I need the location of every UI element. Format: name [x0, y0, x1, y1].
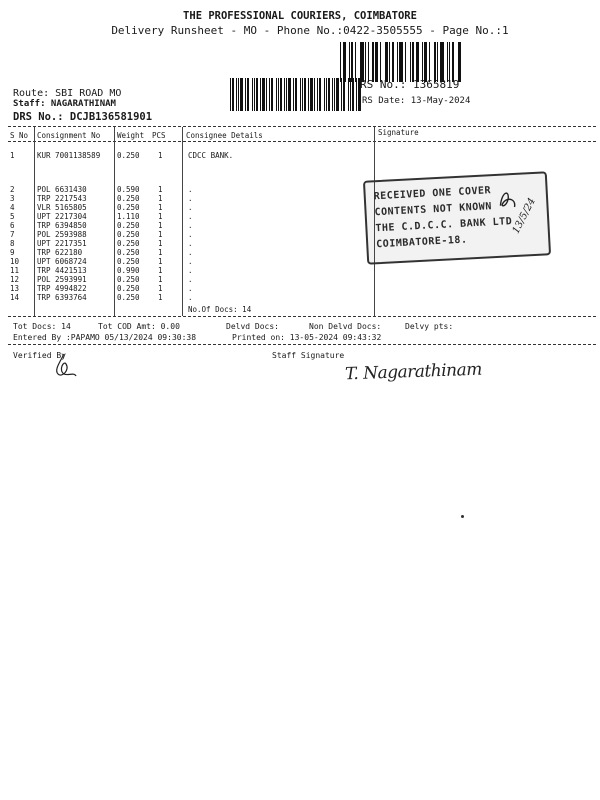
cell-consignment-no: POL 2593988: [37, 230, 87, 239]
cell-pcs: 1: [158, 194, 163, 203]
barcode-bar: [412, 42, 414, 82]
barcode-bar: [262, 78, 265, 111]
table-bottom-rule: [8, 316, 596, 317]
cell-consignee: .: [188, 266, 193, 275]
cell-pcs: 1: [158, 230, 163, 239]
col-header-consignee: Consignee Details: [186, 131, 263, 140]
cell-consignee: .: [188, 203, 193, 212]
barcode-bar: [416, 42, 419, 82]
cell-weight: 0.250: [117, 284, 140, 293]
cell-consignment-no: POL 2593991: [37, 275, 87, 284]
barcode-bar: [452, 42, 454, 82]
cell-consignment-no: TRP 6394850: [37, 221, 87, 230]
barcode-bar: [254, 78, 255, 111]
scan-speck: [461, 515, 464, 518]
staff-label: Staff: NAGARATHINAM: [13, 99, 116, 109]
tot-docs: Tot Docs: 14: [13, 322, 71, 331]
cell-weight: 0.250: [117, 239, 140, 248]
barcode-bar: [349, 42, 350, 82]
stamp-line: THE C.D.C.C. BANK LTD: [375, 216, 513, 235]
cell-sno: 13: [10, 284, 20, 293]
barcode-bar: [385, 42, 388, 82]
barcode-bar: [286, 78, 287, 111]
barcode-bar: [308, 78, 309, 111]
barcode-bar: [284, 78, 285, 111]
entered-by: Entered By :PAPAMO 05/13/2024 09:30:38: [13, 333, 197, 342]
non-delvd-docs: Non Delvd Docs:: [309, 322, 382, 331]
barcode-bar: [300, 78, 301, 111]
cell-pcs: 1: [158, 266, 163, 275]
barcode-bar: [288, 78, 291, 111]
col-header-weight: Weight: [117, 131, 145, 140]
document-title: THE PROFESSIONAL COURIERS, COIMBATORE: [183, 10, 417, 22]
barcode-bar: [389, 42, 390, 82]
barcode-bar: [434, 42, 436, 82]
barcode-bar: [375, 42, 378, 82]
cell-sno: 11: [10, 266, 20, 275]
barcode-bar: [276, 78, 277, 111]
col-divider: [114, 127, 115, 316]
cell-consignee: .: [188, 212, 193, 221]
route-label: Route: SBI ROAD MO: [13, 88, 122, 99]
cell-consignment-no: TRP 622180: [37, 248, 83, 257]
barcode-bar: [352, 78, 354, 111]
cell-sno: 5: [10, 212, 15, 221]
barcode-bar: [302, 78, 303, 111]
barcode-bar: [278, 78, 279, 111]
cell-weight: 0.250: [117, 194, 140, 203]
cell-consignee: .: [188, 230, 193, 239]
col-header-sno: S No: [10, 131, 29, 140]
cell-weight: 1.110: [117, 212, 140, 221]
cell-sno: 9: [10, 248, 15, 257]
footer-rule: [8, 344, 596, 345]
no-of-docs: No.Of Docs: 14: [188, 305, 252, 314]
cell-weight: 0.250: [117, 230, 140, 239]
barcode-bar: [247, 78, 249, 111]
cell-consignment-no: TRP 6393764: [37, 293, 87, 302]
staff-signature-label: Staff Signature: [272, 351, 345, 360]
barcode-bar: [399, 42, 403, 82]
rs-barcode: [340, 42, 445, 82]
stamp-handwritten-date: 13/5/24: [510, 196, 538, 236]
rs-number: RS No.: 1365819: [360, 78, 460, 91]
col-header-consignment: Consignment No: [37, 131, 101, 140]
barcode-bar: [328, 78, 330, 111]
barcode-bar: [269, 78, 270, 111]
cell-sno: 2: [10, 185, 15, 194]
barcode-bar: [380, 42, 381, 82]
barcode-bar: [343, 42, 346, 82]
cell-weight: 0.590: [117, 185, 140, 194]
cell-sno: 14: [10, 293, 20, 302]
barcode-bar: [240, 78, 243, 111]
barcode-bar: [332, 78, 333, 111]
cell-weight: 0.250: [117, 257, 140, 266]
barcode-bar: [372, 42, 374, 82]
cell-consignee: .: [188, 275, 193, 284]
cell-consignee: .: [188, 239, 193, 248]
barcode-bar: [310, 78, 313, 111]
barcode-bar: [422, 42, 423, 82]
barcode-bar: [424, 42, 427, 82]
cell-sno: 12: [10, 275, 20, 284]
barcode-bar: [295, 78, 297, 111]
cell-weight: 0.250: [117, 293, 140, 302]
cell-pcs: 1: [158, 257, 163, 266]
barcode-bar: [293, 78, 294, 111]
barcode-bar: [343, 78, 345, 111]
cell-pcs: 1: [158, 221, 163, 230]
cell-sno: 10: [10, 257, 20, 266]
table-top-rule: [8, 126, 596, 127]
cell-weight: 0.990: [117, 266, 140, 275]
col-divider: [182, 127, 183, 316]
barcode-bar: [410, 42, 411, 82]
barcode-bar: [230, 78, 231, 111]
staff-handwritten-signature: T. Nagarathinam: [344, 359, 483, 385]
barcode-bar: [256, 78, 258, 111]
barcode-bar: [232, 78, 234, 111]
cell-pcs: 1: [158, 293, 163, 302]
barcode-bar: [319, 78, 321, 111]
cell-consignee: .: [188, 284, 193, 293]
col-header-signature: Signature: [378, 128, 419, 137]
cell-consignee: .: [188, 221, 193, 230]
cell-sno: 3: [10, 194, 15, 203]
verifier-signature: [50, 352, 80, 380]
cell-consignment-no: UPT 6068724: [37, 257, 87, 266]
barcode-bar: [334, 78, 335, 111]
cell-pcs: 1: [158, 212, 163, 221]
barcode-bar: [355, 42, 356, 82]
barcode-bar: [360, 42, 364, 82]
stamp-line: CONTENTS NOT KNOWN: [374, 201, 493, 219]
barcode-bar: [324, 78, 325, 111]
barcode-bar: [405, 42, 406, 82]
cell-consignment-no: UPT 2217351: [37, 239, 87, 248]
barcode-bar: [368, 42, 369, 82]
cell-consignee: .: [188, 257, 193, 266]
barcode-bar: [236, 78, 237, 111]
barcode-bar: [252, 78, 253, 111]
cell-pcs: 1: [158, 203, 163, 212]
barcode-bar: [336, 78, 339, 111]
barcode-bar: [326, 78, 327, 111]
tot-cod-amt: Tot COD Amt: 0.00: [98, 322, 180, 331]
barcode-bar: [271, 78, 273, 111]
cell-consignee: .: [188, 248, 193, 257]
cell-sno: 7: [10, 230, 15, 239]
cell-weight: 0.250: [117, 221, 140, 230]
stamp-initial-mark: [493, 185, 522, 214]
cell-pcs: 1: [158, 185, 163, 194]
cell-consignment-no: VLR 5165805: [37, 203, 87, 212]
barcode-bar: [365, 42, 366, 82]
cell-pcs: 1: [158, 239, 163, 248]
barcode-bar: [437, 42, 438, 82]
cell-weight: 0.250: [117, 248, 140, 257]
stamp-line: RECEIVED ONE COVER: [373, 185, 492, 203]
table-header-rule: [8, 141, 596, 142]
cell-pcs: 1: [158, 248, 163, 257]
barcode-bar: [340, 42, 341, 82]
printed-on: Printed on: 13-05-2024 09:43:32: [232, 333, 382, 342]
delvy-pts: Delvy pts:: [405, 322, 454, 331]
cell-consignment-no: KUR 7001138589: [37, 151, 101, 160]
barcode-bar: [280, 78, 282, 111]
cell-consignment-no: TRP 4421513: [37, 266, 87, 275]
verified-by-label: Verified By: [13, 351, 66, 360]
barcode-bar: [356, 78, 357, 111]
cell-sno: 6: [10, 221, 15, 230]
delvd-docs: Delvd Docs:: [226, 322, 279, 331]
cell-pcs: 1: [158, 151, 163, 160]
cell-sno: 4: [10, 203, 15, 212]
barcode-bar: [447, 42, 448, 82]
barcode-bar: [458, 42, 461, 82]
col-header-pcs: PCS: [152, 131, 166, 140]
barcode-bar: [304, 78, 306, 111]
cell-pcs: 1: [158, 275, 163, 284]
barcode-bar: [429, 42, 430, 82]
barcode-bar: [348, 78, 349, 111]
barcode-bar: [260, 78, 261, 111]
cell-pcs: 1: [158, 284, 163, 293]
barcode-bar: [392, 42, 394, 82]
barcode-bar: [341, 78, 342, 111]
cell-consignment-no: POL 6631430: [37, 185, 87, 194]
barcode-bar: [314, 78, 315, 111]
cell-consignment-no: UPT 2217304: [37, 212, 87, 221]
stamp-line: COIMBATORE-18.: [376, 234, 468, 251]
cell-sno: 8: [10, 239, 15, 248]
cell-weight: 0.250: [117, 275, 140, 284]
barcode-bar: [245, 78, 246, 111]
document-subtitle: Delivery Runsheet - MO - Phone No.:0422-3505555 - Page No.:1: [111, 24, 509, 37]
barcode-bar: [397, 42, 398, 82]
barcode-bar: [351, 42, 353, 82]
cell-weight: 0.250: [117, 151, 140, 160]
barcode-bar: [440, 42, 444, 82]
cell-sno: 1: [10, 151, 15, 160]
drs-number: DRS No.: DCJB136581901: [13, 111, 153, 123]
cell-consignment-no: TRP 2217543: [37, 194, 87, 203]
barcode-bar: [350, 78, 351, 111]
barcode-bar: [317, 78, 318, 111]
cell-consignee: CDCC BANK.: [188, 151, 234, 160]
cell-consignee: .: [188, 293, 193, 302]
barcode-bar: [266, 78, 267, 111]
col-divider: [34, 127, 35, 316]
barcode-bar: [449, 42, 450, 82]
drs-barcode: [230, 78, 355, 111]
cell-consignee: .: [188, 194, 193, 203]
rs-date: RS Date: 13-May-2024: [362, 96, 471, 106]
cell-weight: 0.250: [117, 203, 140, 212]
cell-consignment-no: TRP 4994822: [37, 284, 87, 293]
cell-consignee: .: [188, 185, 193, 194]
bank-received-stamp: [363, 171, 551, 265]
barcode-bar: [238, 78, 239, 111]
